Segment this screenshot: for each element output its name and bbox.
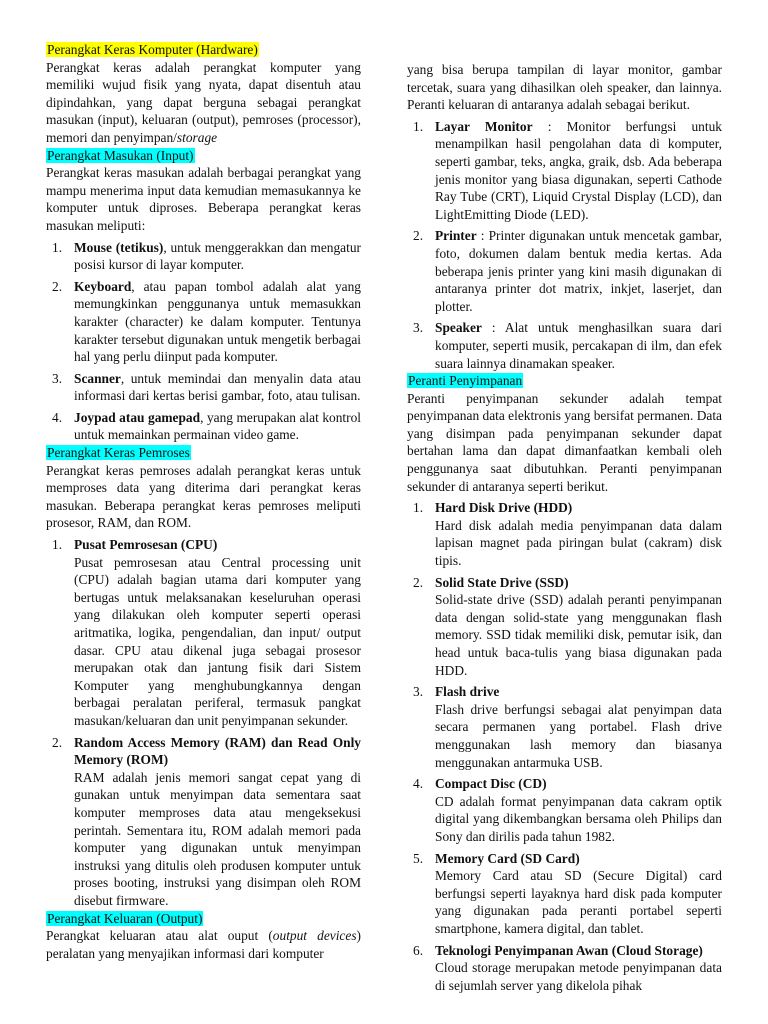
- list-item: 3. Scanner, untuk memindai dan menyalin data atau informasi dari kertas berisi gambar, foto, atau tulisan.: [52, 370, 361, 404]
- list-item: 1. Pusat Pemrosesan (CPU) Pusat pemrosesan atau Central processing unit (CPU) adalah bagian utama dari komputer yang bertugas untuk melaksanakan keseluruhan operasi yang dilakukan oleh komputer seperti operasi aritmatika, logika, pengendalian, dan input/ output dasar. CPU atau dikenal juga sebagai prosesor merupakan otak dan jantung fisik dari Sistem Komputer yang menghubungkannya dengan berbagai peralatan periferal, termasuk pangkat masukan/keluaran dan unit penyimpanan sekunder.: [52, 537, 361, 728]
- list-item: 2. Printer : Printer digunakan untuk mencetak gambar, foto, dokumen dalam bentuk media kertas. Ada beberapa jenis printer yang kini masih digunakan di antaranya printer dot matrix, inkjet, laserjet, dan plotter.: [413, 228, 722, 314]
- section-heading-hardware: Perangkat Keras Komputer (Hardware): [47, 42, 258, 57]
- list-item: 5. Memory Card (SD Card) Memory Card atau SD (Secure Digital) card berfungsi seperti layaknya hard disk pada komputer yang digunakan pada peranti portabel seperti smartphone, kamera digital, dan tablet.: [413, 850, 722, 936]
- hardware-paragraph: Perangkat keras adalah perangkat komputer yang memiliki wujud fisik yang nyata, dapat disentuh atau dipindahkan, yang dapat berguna sebagai perangkat masukan (input), keluaran (output), pemroses (processor), memori dan penyimpan/storage: [46, 59, 361, 145]
- list-item: 1. Mouse (tetikus), untuk menggerakkan dan mengatur posisi kursor di layar komputer.: [52, 239, 362, 273]
- storage-paragraph: Peranti penyimpanan sekunder adalah tempat penyimpanan data elektronis yang bersifat permanen. Data yang disimpan pada penyimpanan sekunder dapat bertahan lama dan dapat dimanfaatkan kembali oleh penggunanya saat dibutuhkan. Peranti penyimpanan sekunder di antaranya seperti berikut.: [407, 390, 722, 494]
- section-heading-processor: Perangkat Keras Pemroses: [47, 445, 190, 461]
- left-column: [46, 41, 361, 962]
- list-item: 4. Joypad atau gamepad, yang merupakan alat kontrol untuk memainkan permainan video game.: [52, 409, 361, 443]
- section-heading-output: Perangkat Keluaran (Output): [47, 910, 203, 926]
- right-column: [407, 61, 722, 994]
- list-item: 2. Keyboard, atau papan tombol adalah alat yang memungkinkan penggunanya untuk memasukkan karakter (character) ke dalam komputer. Tentunya karakter tersebut digunakan untuk mengetik berbagai hal yang perlu diinput pada komputer.: [52, 278, 361, 365]
- list-item: 2. Random Access Memory (RAM) dan Read Only Memory (ROM) RAM adalah jenis memori sangat cepat yang di gunakan untuk menyimpan data sementara saat komputer memproses data atau mengeksekusi perintah. Sementara itu, ROM adalah memori pada komputer yang digunakan untuk menyimpan instruksi yang ditulis oleh produsen komputer untuk proses booting, instruksi yang disimpan oleh ROM disebut firmware.: [52, 734, 361, 908]
- list-item: 6. Teknologi Penyimpanan Awan (Cloud Storage) Cloud storage merupakan metode penyimpanan data di sejumlah server yang dikelola pihak: [413, 942, 722, 993]
- section-heading-input: Perangkat Masukan (Input): [47, 147, 194, 163]
- processor-paragraph: Perangkat keras pemroses adalah perangkat keras untuk memproses data yang diterima dari perangkat keras masukan. Beberapa perangkat keras pemroses meliputi prosesor, RAM, dan ROM.: [46, 462, 361, 531]
- list-item: 2. Solid State Drive (SSD) Solid-state drive (SSD) adalah peranti penyimpanan data dengan solid-state yang menggunakan flash memory. SSD tidak memiliki disk, pemutar isik, dan head untuk baca-tulis yang biasa digunakan pada HDD.: [413, 574, 722, 678]
- list-item: 4. Compact Disc (CD) CD adalah format penyimpanan data cakram optik digital yang dikembangkan bersama oleh Philips dan Sony dan dirilis pada tahun 1982.: [413, 776, 722, 844]
- output-paragraph: Perangkat keluaran atau alat ouput (output devices) peralatan yang menyajikan informasi dari komputer: [46, 928, 361, 961]
- processor-list: [46, 536, 361, 909]
- list-item: 3. Speaker : Alat untuk menghasilkan suara dari komputer, seperti musik, percakapan di ilm, dan efek suara lainnya dinamakan speaker.: [413, 320, 722, 371]
- list-item: 1. Layar Monitor : Monitor berfungsi untuk menampilkan hasil pengolahan data di komputer, seperti gambar, teks, angka, graik, dsb. Ada beberapa jenis monitor yang biasa digunakan, seperti Cathode Ray Tube (CRT), Liquid Crystal Display (LCD), dan LightEmitting Diode (LED).: [413, 118, 722, 222]
- storage-list: [407, 499, 722, 994]
- list-item: 3. Flash drive Flash drive berfungsi sebagai alat penyimpan data secara permanen yang portabel. Flash drive menggunakan lash memory dan biasanya menggunakan antarmuka USB.: [413, 684, 722, 770]
- input-list: [46, 239, 361, 445]
- output-continued-paragraph: yang bisa berupa tampilan di layar monitor, gambar tercetak, suara yang dihasilkan oleh speaker, dan lainnya. Peranti keluaran di antaranya adalah sebagai berikut.: [407, 62, 722, 113]
- list-item: 1. Hard Disk Drive (HDD) Hard disk adalah media penyimpanan data dalam lapisan magnet pada piringan bulat (cakram) disk tipis.: [413, 500, 722, 569]
- section-heading-storage: Peranti Penyimpanan: [408, 373, 523, 389]
- output-list: [407, 118, 722, 372]
- input-paragraph: Perangkat keras masukan adalah berbagai perangkat yang mampu menerima input data kemudian memasukannya ke komputer untuk diproses. Beberapa perangkat keras masukan meliputi:: [46, 165, 361, 233]
